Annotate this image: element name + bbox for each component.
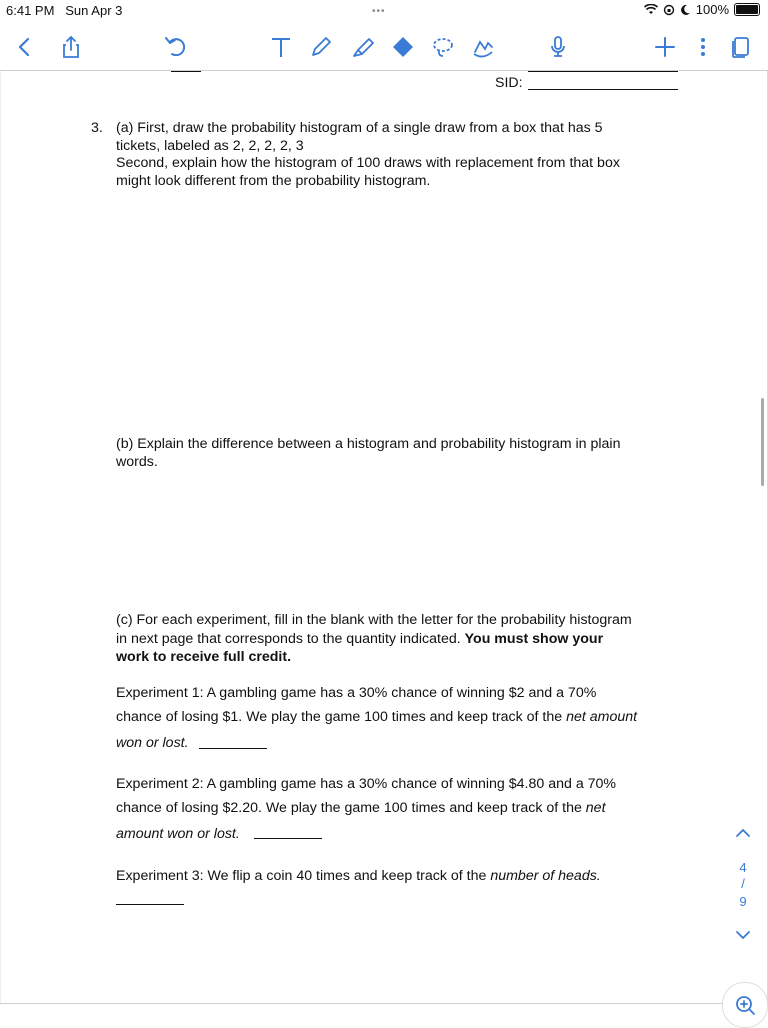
status-time: 6:41 PM Sun Apr 3 <box>6 3 123 18</box>
exp1-italic-2: won or lost. <box>116 735 189 751</box>
moon-icon <box>680 4 691 16</box>
toolbar <box>0 26 768 71</box>
rotation-lock-icon <box>663 4 675 16</box>
exp3-line-1 <box>116 867 601 885</box>
exp2-italic: net <box>585 800 606 816</box>
exp2-italic-2: amount won or lost. <box>116 826 240 842</box>
text-tool-icon[interactable] <box>266 32 296 62</box>
add-icon[interactable] <box>650 32 680 62</box>
cutoff-mark <box>171 71 201 72</box>
bottom-divider <box>0 1003 768 1004</box>
multitasking-dots[interactable]: ••• <box>372 6 386 17</box>
share-icon[interactable] <box>56 32 86 62</box>
chevron-up-icon[interactable] <box>733 826 753 840</box>
chevron-down-icon[interactable] <box>733 928 753 942</box>
exp3-answer-blank[interactable] <box>116 904 184 905</box>
exp1-answer-blank[interactable] <box>199 748 267 749</box>
scrollbar[interactable] <box>761 398 764 486</box>
document-page[interactable] <box>0 71 768 1003</box>
q3b-line-1: (b) Explain the difference between a histogram and probability histogram in plain <box>116 436 621 452</box>
exp2-line-3 <box>116 825 240 843</box>
pager-total: 9 <box>739 894 747 909</box>
q3c-line-3: work to receive full credit. <box>116 649 292 665</box>
q3a-line-1: (a) First, draw the probability histogram of a single draw from a box that has 5 <box>116 120 603 136</box>
pen-icon[interactable] <box>306 32 336 62</box>
highlighter-icon[interactable] <box>348 32 378 62</box>
status-bar <box>0 0 768 22</box>
exp1-line-1: Experiment 1: A gambling game has a 30% chance of winning $2 and a 70% <box>116 685 597 701</box>
q3a-line-3: Second, explain how the histogram of 100 draws with replacement from that box <box>116 155 620 171</box>
q3c-line-2 <box>116 630 679 648</box>
eraser-icon[interactable] <box>388 32 418 62</box>
zoom-in-button[interactable] <box>722 982 768 1028</box>
exp2-answer-blank[interactable] <box>254 838 322 839</box>
sid-label: SID: <box>495 75 523 91</box>
zoom-in-icon <box>733 993 757 1017</box>
microphone-icon[interactable] <box>543 32 573 62</box>
sid-line[interactable] <box>528 89 678 90</box>
q3c-bold-text: You must show your <box>464 631 604 647</box>
battery-icon <box>734 3 760 16</box>
exp2-line-1: Experiment 2: A gambling game has a 30% chance of winning $4.80 and a 70% <box>116 776 617 792</box>
undo-icon[interactable] <box>160 32 190 62</box>
status-right <box>644 2 760 17</box>
pager-current: 4 <box>739 860 747 875</box>
exp2-line-2 <box>116 799 606 817</box>
q3a-line-2: tickets, labeled as 2, 2, 2, 2, 3 <box>116 138 304 154</box>
exp2-line-2-text: chance of losing $2.20. We play the game 100 times and keep track of the <box>116 800 586 816</box>
exp1-italic: net amount <box>566 709 638 725</box>
more-icon[interactable] <box>688 32 718 62</box>
pages-icon[interactable] <box>726 32 756 62</box>
shapes-icon[interactable] <box>468 32 498 62</box>
exp3-italic: number of heads. <box>490 868 601 884</box>
question-number: 3. <box>91 120 103 136</box>
exp1-line-2 <box>116 708 637 726</box>
name-line <box>528 71 678 72</box>
back-icon[interactable] <box>10 32 40 62</box>
q3b-line-2: words. <box>116 454 158 470</box>
exp1-line-3 <box>116 734 189 752</box>
exp1-line-2-text: chance of losing $1. We play the game 100 times and keep track of the <box>116 709 567 725</box>
exp3-line-1-text: Experiment 3: We flip a coin 40 times and keep track of the <box>116 868 491 884</box>
q3c-line-1: (c) For each experiment, fill in the blank with the letter for the probability histogram <box>116 612 632 628</box>
battery-percent: 100% <box>695 2 729 17</box>
pager-separator: / <box>741 876 745 891</box>
wifi-icon <box>644 4 658 15</box>
lasso-icon[interactable] <box>428 32 458 62</box>
q3a-line-4: might look different from the probability histogram. <box>116 173 431 189</box>
q3c-line-2-text: in next page that corresponds to the quantity indicated. <box>116 631 465 647</box>
